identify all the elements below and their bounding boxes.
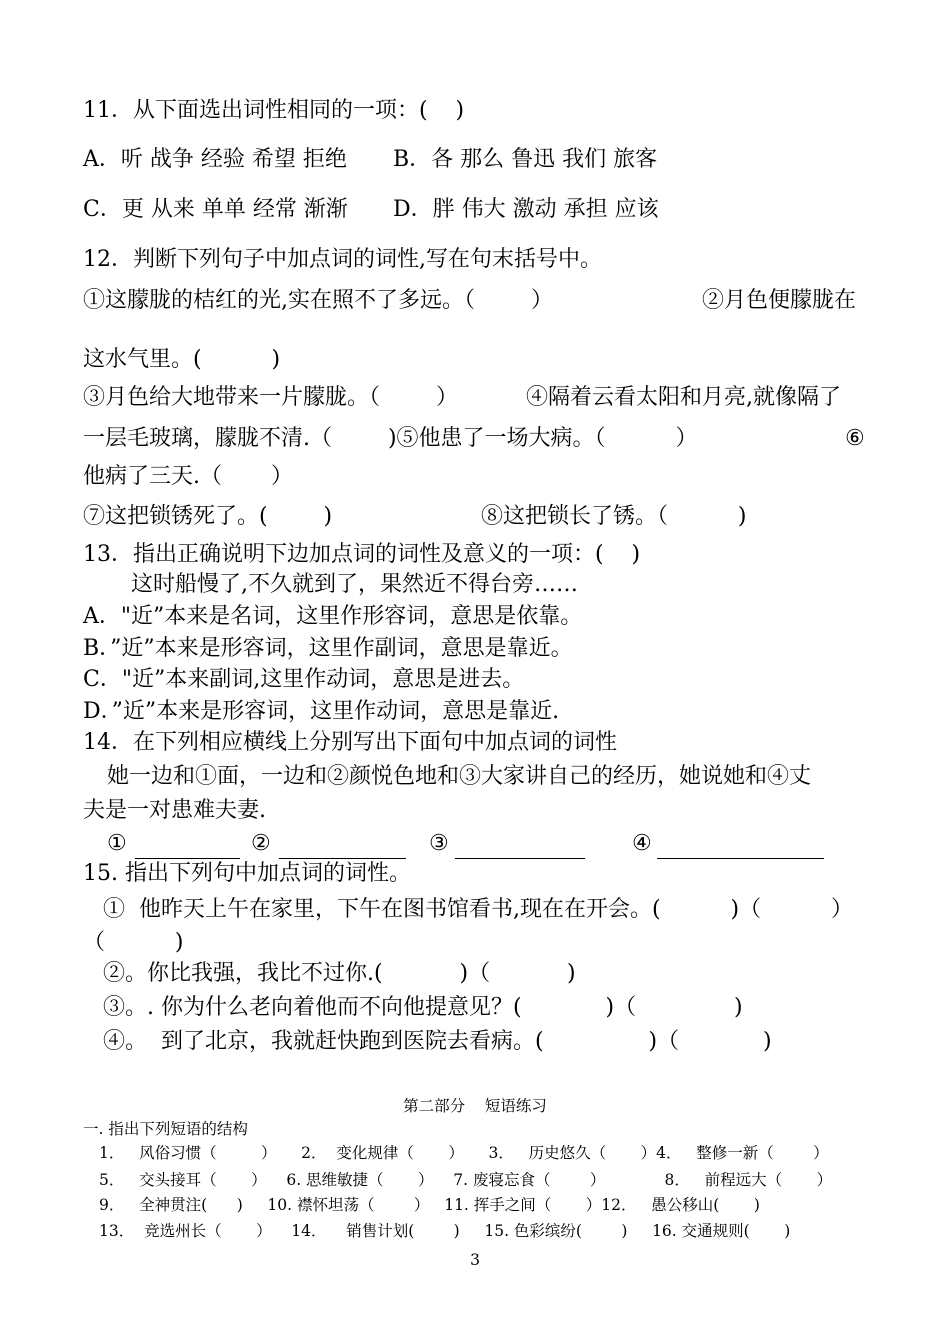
q12-sentence-7: ⑦这把锁锈死了。( ) <box>83 504 333 529</box>
q12-sentence-2-start: ②月色便朦胧在 <box>702 288 857 313</box>
page-number: 3 <box>470 1251 480 1269</box>
q14-answer-blank-1[interactable] <box>135 858 240 859</box>
q14-answer-blank-3[interactable] <box>455 858 585 859</box>
q14-answer-marker-1: ① <box>107 831 127 856</box>
q11-option-c: C．更 从来 单单 经常 渐渐 <box>83 197 348 222</box>
q12-sentence-2-end: 这水气里。( ) <box>83 347 281 372</box>
q14-stem: 14．在下列相应横线上分别写出下面句中加点词的词性 <box>83 730 617 755</box>
q11-stem: 11．从下面选出词性相同的一项：( ) <box>83 98 465 123</box>
phrase-row-2: 5． 交头接耳（ ） 6. 思维敏捷（ ） 7. 废寝忘食（ ） 8． 前程远大（ ） <box>99 1171 833 1189</box>
phrase-row-1: 1． 风俗习惯（ ） 2． 变化规律（ ） 3． 历史悠久（ ）4． 整修一新（ ） <box>99 1144 829 1162</box>
q13-option-d: D．”近”本来是形容词，这里作动词，意思是靠近. <box>83 699 560 724</box>
q13-option-b: B．”近”本来是形容词，这里作副词，意思是靠近。 <box>83 636 573 661</box>
q14-answer-marker-4: ④ <box>632 831 652 856</box>
q12-sentence-3: ③月色给大地带来一片朦胧。（ ） <box>83 385 458 410</box>
part2-section-1-heading: 一. 指出下列短语的结构 <box>83 1120 248 1138</box>
q12-stem: 12．判断下列句子中加点词的词性,写在句末括号中。 <box>83 247 602 272</box>
q13-option-a: A．"近”本来是名词，这里作形容词，意思是依靠。 <box>83 604 583 629</box>
q12-sentence-4-5: 一层毛玻璃，朦胧不清.（ )⑤他患了一场大病。（ ） <box>83 426 698 451</box>
q13-quote: 这时船慢了,不久就到了，果然近不得台旁…… <box>131 572 578 597</box>
q15-stem: 15. 指出下列句中加点词的词性。 <box>83 861 411 886</box>
q12-sentence-1: ①这朦胧的桔红的光,实在照不了多远。（ ） <box>83 288 553 313</box>
q11-option-b: B．各 那么 鲁迅 我们 旅客 <box>393 147 658 172</box>
q15-sentence-3: ③。. 你为什么老向着他而不向他提意见？( )（ ) <box>103 995 743 1020</box>
q11-option-a: A．听 战争 经验 希望 拒绝 <box>83 147 347 172</box>
q14-sentence-line-2: 夫是一对患难夫妻. <box>83 798 266 823</box>
q15-sentence-1-extra: （ ) <box>83 930 184 955</box>
q12-sentence-6-marker: ⑥ <box>845 426 865 451</box>
q11-option-d: D．胖 伟大 激动 承担 应该 <box>393 197 659 222</box>
q14-answer-marker-2: ② <box>251 831 271 856</box>
q12-sentence-4-start: ④隔着云看太阳和月亮,就像隔了 <box>526 385 841 410</box>
q15-sentence-4: ④。 到了北京，我就赶快跑到医院去看病。( )（ ) <box>103 1029 772 1054</box>
q13-stem: 13．指出正确说明下边加点词的词性及意义的一项：( ) <box>83 542 641 567</box>
q13-option-c: C．"近”本来副词,这里作动词，意思是进去。 <box>83 667 525 692</box>
q14-answer-marker-3: ③ <box>429 831 449 856</box>
part2-title: 第二部分 短语练习 <box>403 1097 547 1115</box>
q15-sentence-1: ① 他昨天上午在家里，下午在图书馆看书,现在在开会。( )（ ） <box>103 897 854 922</box>
phrase-row-4: 13． 竞选州长（ ） 14． 销售计划( ) 15. 色彩缤纷( ) 16. 交通规则( ) <box>99 1222 791 1240</box>
q12-sentence-6: 他病了三天.（ ） <box>83 464 293 489</box>
q12-sentence-8: ⑧这把锁长了锈。（ ) <box>481 504 747 529</box>
q14-sentence-line-1: 她一边和①面，一边和②颜悦色地和③大家讲自己的经历，她说她和④丈 <box>107 764 812 789</box>
q14-answer-blank-4[interactable] <box>657 858 824 859</box>
q15-sentence-2: ②。你比我强，我比不过你.( )（ ) <box>103 961 576 986</box>
q14-answer-blank-2[interactable] <box>279 858 406 859</box>
phrase-row-3: 9． 全神贯注( ) 10. 襟怀坦荡（ ） 11. 挥手之间（ ）12． 愚公移山( ) <box>99 1196 760 1214</box>
